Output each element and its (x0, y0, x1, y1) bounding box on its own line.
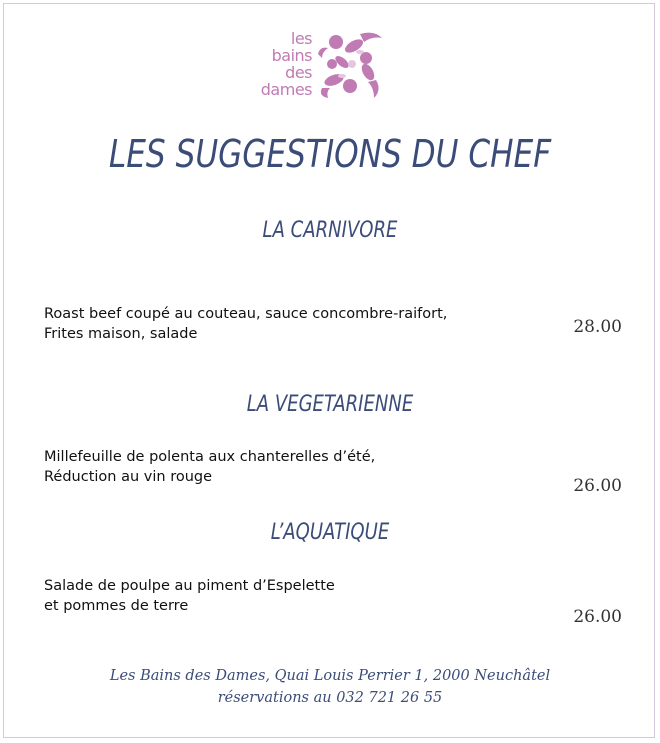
logo-line: bains (271, 46, 312, 65)
bathers-emblem-icon (316, 28, 386, 100)
section-heading-vegetarienne: LA VEGETARIENNE (246, 392, 414, 417)
logo-wordmark (254, 30, 312, 98)
page-title: LES SUGGESTIONS DU CHEF (108, 132, 552, 176)
dish-line: Réduction au vin rouge (44, 469, 213, 485)
footer (0, 665, 660, 709)
dish-line: Millefeuille de polenta aux chanterelles d’été, (44, 449, 376, 465)
footer-reservations: réservations au 032 721 26 55 (217, 690, 443, 706)
dish-line: Frites maison, salade (44, 326, 198, 342)
dish-price: 28.00 (573, 317, 622, 337)
logo-line: dames (260, 80, 312, 99)
dish-line: Salade de poulpe au piment d’Espelette (44, 578, 335, 594)
dish-price: 26.00 (573, 607, 622, 627)
dish-description (44, 576, 514, 616)
dish-description (44, 304, 514, 344)
logo (254, 28, 390, 104)
section-heading-aquatique: L’AQUATIQUE (270, 520, 390, 545)
dish-line: et pommes de terre (44, 598, 189, 614)
dish-description (44, 447, 514, 487)
page-frame (3, 3, 655, 738)
dish-price: 26.00 (573, 476, 622, 496)
logo-line: des (285, 63, 312, 82)
dish-line: Roast beef coupé au couteau, sauce concombre-raifort, (44, 306, 448, 322)
logo-line: les (290, 29, 312, 48)
section-heading-carnivore: LA CARNIVORE (262, 218, 398, 243)
footer-address: Les Bains des Dames, Quai Louis Perrier 1, 2000 Neuchâtel (109, 668, 551, 684)
